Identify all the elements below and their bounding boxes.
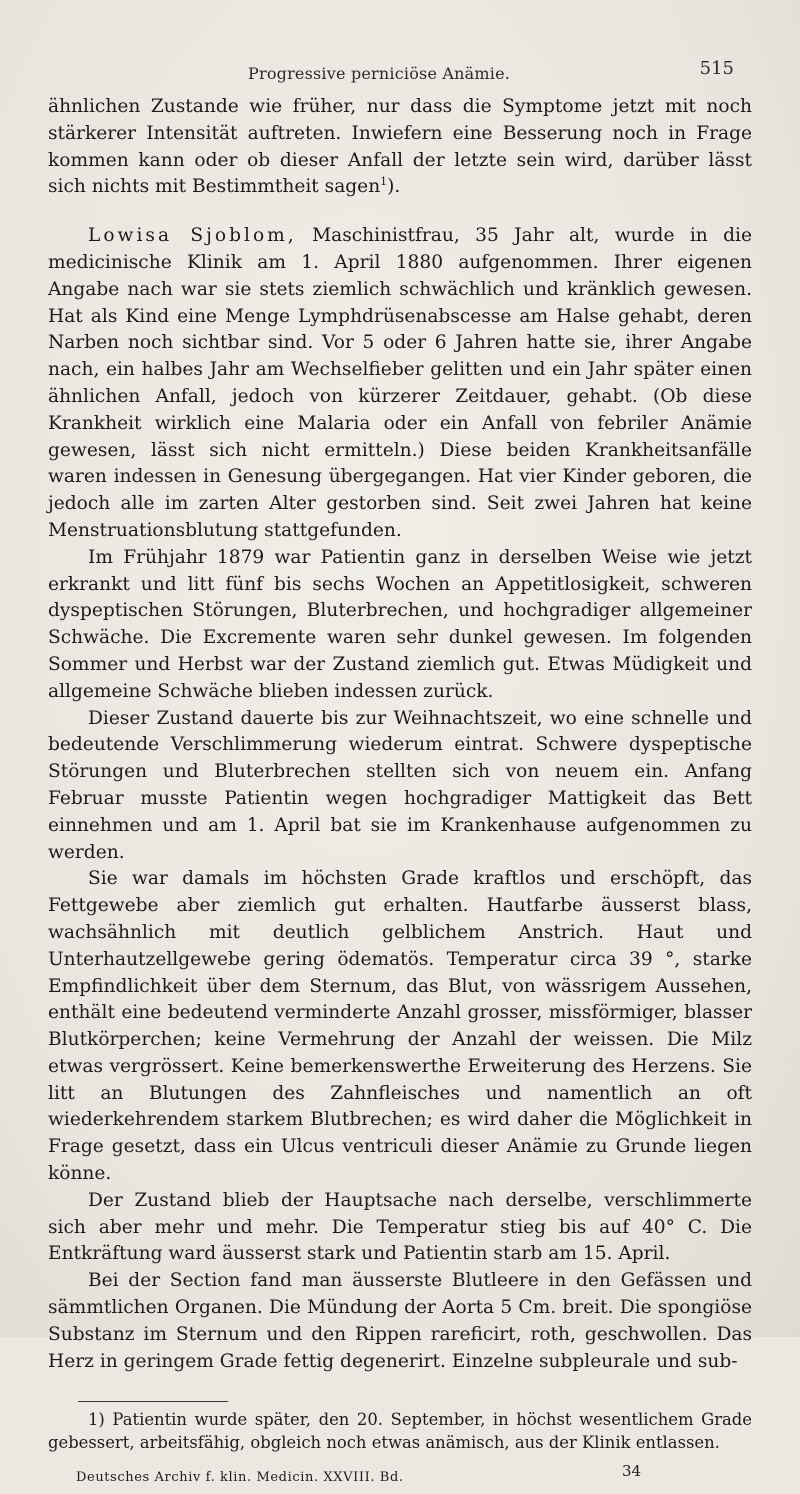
paragraph-4: Dieser Zustand dauerte bis zur Weihnachtszeit, wo eine schnelle und bedeutende Verschlimmerung wiederum eintrat. Schwere dyspeptische Störungen und Bluterbrechen stellten sich von neuem ein. Anfang Februar musste Patientin wegen hochgradiger Mattigkeit das Bett einnehmen und am 1. April bat sie im Krankenhause aufgenommen zu werden. (48, 707, 752, 863)
footnote-ref: 1 (380, 175, 388, 189)
page-number: 515 (699, 58, 734, 79)
paragraph-5: Sie war damals im höchsten Grade kraftlos und erschöpft, das Fettgewebe aber ziemlich gut erhalten. Hautfarbe äusserst blass, wachsähnlich mit deutlich gelblichem Anstrich. Haut und Unterhautzellgewebe gering ödematös. Temperatur circa 39 °, starke Empfindlichkeit über dem Sternum, das Blut, von wässrigem Aussehen, enthält eine bedeutend verminderte Anzahl grosser, missförmiger, blasser Blutkörperchen; keine Vermehrung der Anzahl der weissen. Die Milz etwas vergrössert. Keine bemerkenswerthe Erweiterung des Herzens. Sie litt an Blutungen des Zahnfleisches und namentlich an oft wiederkehrendem starkem Blutbrechen; es wird daher die Möglichkeit in Frage gesetzt, dass ein Ulcus ventriculi dieser Anämie zu Grunde liegen könne. (48, 868, 752, 1185)
page-footer (48, 1464, 752, 1494)
paragraph-2 (48, 223, 752, 545)
paragraph-1-end: ). (387, 176, 401, 198)
sheet-number: 34 (622, 1462, 642, 1481)
body-text (48, 94, 752, 1375)
footnote-rule (78, 1401, 228, 1402)
journal-signature: Deutsches Archiv f. klin. Medicin. XXVIII. Bd. (76, 1470, 404, 1486)
paragraph-1-text: ähnlichen Zustande wie früher, nur dass die Symptome jetzt mit noch stärkerer Intensität auftreten. Inwiefern eine Besserung noch in Frage kommen kann oder ob dieser Anfall der letzte sein wird, darüber lässt sich nichts mit Bestimmtheit sagen (48, 96, 752, 198)
paragraph-3: Im Frühjahr 1879 war Patientin ganz in derselben Weise wie jetzt erkrankt und litt fünf bis sechs Wochen an Appetitlosigkeit, schweren dyspeptischen Störungen, Bluterbrechen, und hochgradiger allgemeiner Schwäche. Die Excremente waren sehr dunkel gewesen. Im folgenden Sommer und Herbst war der Zustand ziemlich gut. Etwas Müdigkeit und allgemeine Schwäche blieben indessen zurück. (48, 546, 752, 702)
paragraph-1 (48, 94, 752, 201)
footnote: 1) Patientin wurde später, den 20. September, in höchst wesentlichem Grade gebessert, arbeitsfähig, obgleich noch etwas anämisch, aus der Klinik entlassen. (48, 1410, 752, 1453)
page-header (48, 54, 752, 94)
paragraph-7: Bei der Section fand man äusserste Blutleere in den Gefässen und sämmtlichen Organen. Die Mündung der Aorta 5 Cm. breit. Die spongiöse Substanz im Sternum und den Rippen rareficirt, roth, geschwollen. Das Herz in geringem Grade fettig degenerirt. Einzelne subpleurale und sub- (48, 1270, 752, 1372)
paragraph-6: Der Zustand blieb der Hauptsache nach derselbe, verschlimmerte sich aber mehr und mehr. Die Temperatur stieg bis auf 40° C. Die Entkräftung ward äusserst stark und Patientin starb am 15. April. (48, 1189, 752, 1265)
paragraph-2-text: Maschinistfrau, 35 Jahr alt, wurde in die medicinische Klinik am 1. April 1880 aufgenommen. Ihrer eigenen Angabe nach war sie stets ziemlich schwächlich und kränklich gewesen. Hat als Kind eine Menge Lymphdrüsenabscesse am Halse gehabt, deren Narben noch sichtbar sind. Vor 5 oder 6 Jahren hatte sie, ihrer Angabe nach, ein halbes Jahr am Wechselfieber gelitten und ein Jahr später einen ähnlichen Anfall, jedoch von kürzerer Zeitdauer, gehabt. (Ob diese Krankheit wirklich eine Malaria oder ein Anfall von febriler Anämie gewesen, lässt sich nicht ermitteln.) Diese beiden Krankheitsanfälle waren indessen in Genesung übergegangen. Hat vier Kinder geboren, die jedoch alle im zarten Alter gestorben sind. Seit zwei Jahren hat keine Menstruationsblutung stattgefunden. (48, 225, 752, 541)
running-title: Progressive perniciöse Anämie. (248, 64, 511, 83)
patient-name: Lowisa Sjoblom, (88, 225, 297, 247)
